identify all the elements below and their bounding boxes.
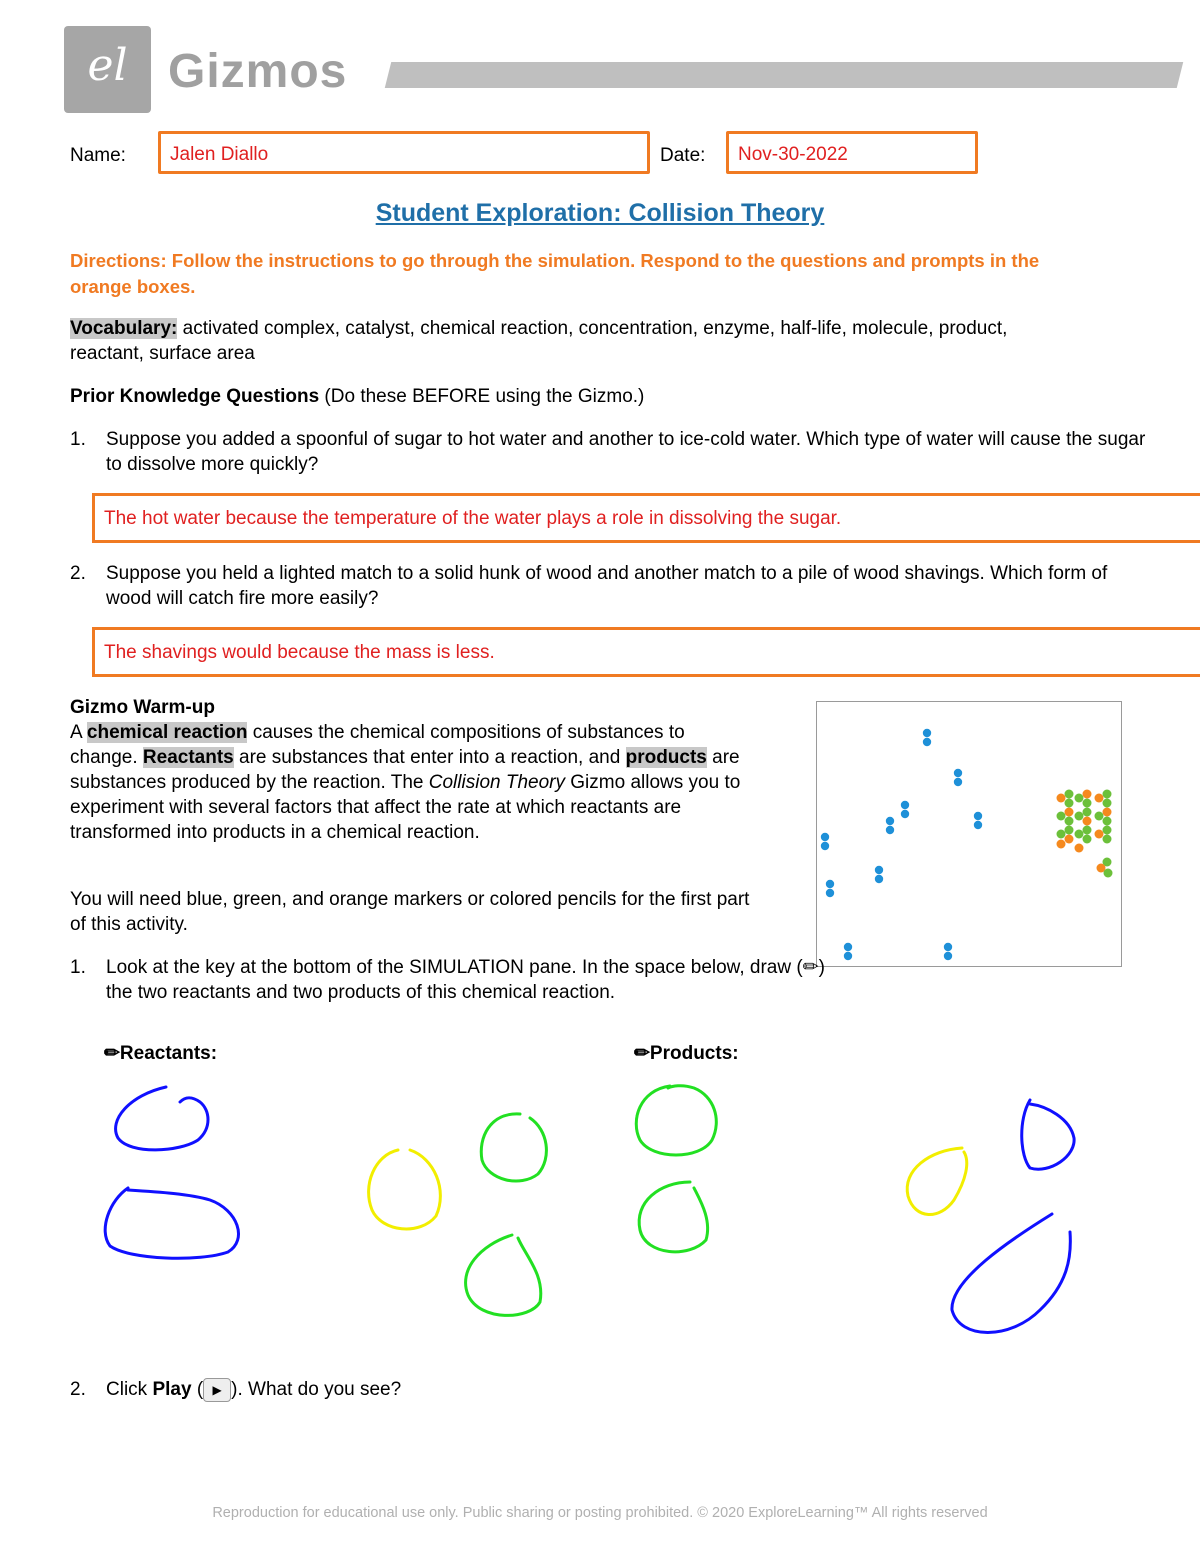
drawing-reactant-blue-1 [116, 1087, 208, 1150]
drawing-reactant-yellow [369, 1150, 441, 1229]
warmup-text: Gizmo allows you to experiment with several factors that affect the rate at which reactants are transformed into products in a chemical reaction. [70, 772, 741, 843]
drawing-product-green-2 [639, 1182, 708, 1252]
warmup-q2-number: 2. [70, 1379, 86, 1400]
drawing-reactant-green-2 [466, 1235, 541, 1315]
warmup-q1-text: Look at the key at the bottom of the SIMULATION pane. In the space below, draw (✏) the two reactants and two products of this chemical reaction. [106, 957, 825, 1003]
prior-q1-text: Suppose you added a spoonful of sugar to hot water and another to ice-cold water. Which type of water will cause the sugar to dissolve more quickly? [106, 429, 1146, 475]
header-bar [385, 62, 1183, 88]
term-chemical-reaction: chemical reaction [86, 722, 248, 743]
term-products: products [625, 747, 707, 768]
prior-q2-number: 2. [70, 563, 86, 584]
drawing-product-blue-2 [952, 1214, 1070, 1333]
page-title: Student Exploration: Collision Theory [375, 199, 825, 227]
drawing-reactant-blue-2 [105, 1188, 238, 1258]
play-icon: ▶ [203, 1378, 231, 1402]
warmup-paragraph-2: You will need blue, green, and orange markers or colored pencils for the first part of this activity. [70, 889, 750, 935]
drawing-product-green-1 [636, 1086, 716, 1155]
warmup-text: A [70, 722, 87, 743]
warmup-q1-number: 1. [70, 957, 86, 978]
answer-box-2[interactable]: The shavings would because the mass is less. [92, 627, 1200, 677]
date-field[interactable]: Nov-30-2022 [726, 131, 978, 174]
drawing-product-yellow [907, 1148, 967, 1215]
prior-heading-line [70, 384, 644, 409]
logo-mark: el [87, 40, 128, 91]
molecule-diagram [817, 702, 1123, 968]
drawing-product-blue-1 [1022, 1100, 1074, 1169]
q2-text: ). What do you see? [231, 1379, 402, 1400]
prior-note: (Do these BEFORE using the Gizmo.) [319, 386, 645, 407]
prior-q2-text: Suppose you held a lighted match to a solid hunk of wood and another match to a pile of wood shavings. Which form of wood will catch fire more easily? [106, 563, 1108, 609]
prior-heading: Prior Knowledge Questions [70, 386, 320, 407]
warmup-heading-text: Gizmo Warm-up [70, 697, 215, 718]
directions: Directions: Follow the instructions to go through the simulation. Respond to the questions and prompts in the orange boxes. [70, 250, 1040, 297]
answer-box-1[interactable]: The hot water because the temperature of the water plays a role in dissolving the sugar. [92, 493, 1200, 543]
warmup-paragraph-1 [70, 720, 750, 845]
products-label: ✏Products: [634, 1043, 739, 1064]
simulation-image [816, 701, 1122, 967]
vocabulary-label: Vocabulary: [70, 318, 178, 339]
q2-text: ( [191, 1379, 204, 1400]
gizmo-name: Collision Theory [428, 772, 565, 793]
name-label: Name: [70, 145, 126, 166]
warmup-text: are substances that enter into a reaction, and [233, 747, 626, 768]
vocabulary [70, 316, 1070, 366]
prior-q1-number: 1. [70, 429, 86, 450]
warmup-q2-text [106, 1377, 806, 1402]
date-label: Date: [660, 145, 706, 166]
name-field[interactable]: Jalen Diallo [158, 131, 650, 174]
reactants-label: ✏Reactants: [104, 1043, 218, 1064]
warmup-text: causes the chemical compositions of substances to change. [70, 722, 685, 768]
q2-play-word: Play [152, 1379, 192, 1400]
warmup-text: are substances produced by the reaction. The [70, 747, 740, 793]
brand-name: Gizmos [168, 45, 348, 98]
term-reactants: Reactants [142, 747, 234, 768]
footer: Reproduction for educational use only. Public sharing or posting prohibited. © 2020 ExploreLearning™ All rights reserved [212, 1505, 988, 1521]
vocabulary-text: activated complex, catalyst, chemical reaction, concentration, enzyme, half-life, molecule, product, reactant, surface area [70, 318, 1008, 364]
warmup-heading [70, 695, 215, 720]
q2-text: Click [106, 1379, 153, 1400]
hand-drawn-molecules[interactable] [0, 1070, 1200, 1370]
drawing-reactant-green-1 [481, 1114, 546, 1181]
